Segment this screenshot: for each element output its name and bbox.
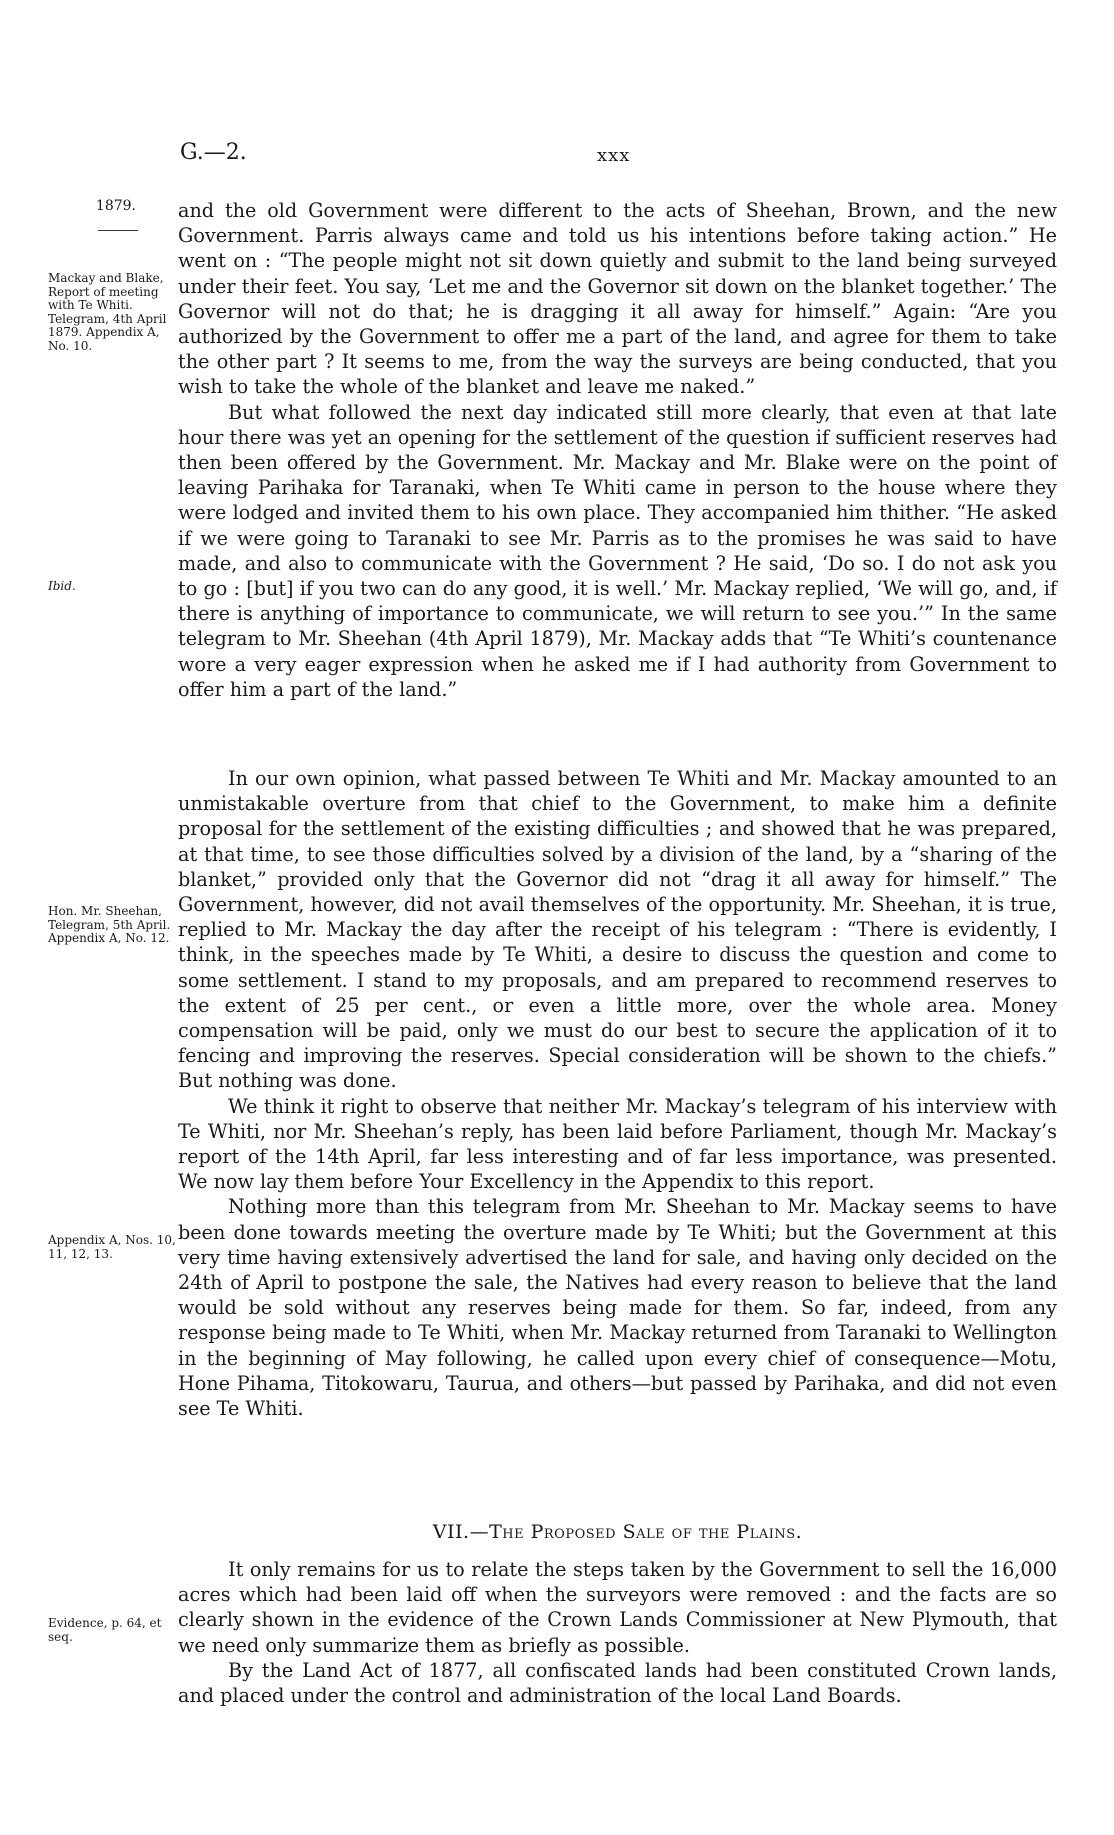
body-section-3 <box>178 1557 1057 1708</box>
body-section-2 <box>178 766 1057 1421</box>
margin-note-sheehan: Hon. Mr. Sheehan, Telegram, 5th April. Appendix A, No. 12. <box>48 904 171 945</box>
document-reference: G.—2. <box>180 140 247 165</box>
paragraph: But what followed the next day indicated still more clearly, that even at that late hour there was yet an opening for the settlement of the question if sufficient reserves had then been offered by the Government. Mr. Mackay and Mr. Blake were on the point of leaving Parihaka for Taranaki, when Te Whiti came in person to the house where they were lodged and invited them to his own place. They accompanied him thither. “He asked if we were going to Taranaki to see Mr. Parris as to the promises he was said to have made, and also to communicate with the Government ? He said, ‘Do so. I do not ask you to go : [but] if you two can do any good, it is well.’ Mr. Mackay replied, ‘We will go, and, if there is anything of importance to communicate, we will return to see you.’” In the same telegram to Mr. Sheehan (4th April 1879), Mr. Mackay adds that “Te Whiti’s countenance wore a very eager expression when he asked me if I had authority from Government to offer him a part of the land.” <box>178 400 1057 701</box>
paragraph: In our own opinion, what passed between Te Whiti and Mr. Mackay amounted to an unmistakable overture from that chief to the Government, to make him a definite proposal for the settlement of the existing difficulties ; and showed that he was prepared, at that time, to see those difficulties solved by a division of the land, by a “sharing of the blanket,” provided only that the Governor did not “drag it all away for himself.” The Government, however, did not avail themselves of the opportunity. Mr. Sheehan, it is true, replied to Mr. Mackay the day after the receipt of his telegram : “There is evidently, I think, in the speeches made by Te Whiti, a desire to discuss the question and come to some settlement. I stand to my proposals, and am prepared to recommend reserves to the extent of 25 per cent., or even a little more, over the whole area. Money compensation will be paid, only we must do our best to secure the application of it to fencing and improving the reserves. Special consideration will be shown to the chiefs.” But nothing was done. <box>178 767 1057 1093</box>
paragraph: and the old Government were different to the acts of Sheehan, Brown, and the new Government. Parris always came and told us his intentions before taking action.” He went on : “The people might not sit down quietly and submit to the land being surveyed under their feet. You say, ‘Let me and the Governor sit down on the blanket together.’ The Governor will not do that; he is dragging it all away for himself.” Again: “Are you authorized by the Government to offer me a part of the land, and agree for them to take the other part ? It seems to me, from the way the surveys are being conducted, that you wish to take the whole of the blanket and leave me naked.” <box>178 199 1057 399</box>
body-section-1 <box>178 198 1057 702</box>
paragraph: By the Land Act of 1877, all confiscated lands had been constituted Crown lands, and placed under the control and administration of the local Land Boards. <box>178 1658 1057 1708</box>
margin-year: 1879. <box>95 198 136 214</box>
margin-note-appendix: Appendix A, Nos. 10, 11, 12, 13. <box>48 1233 176 1261</box>
margin-note-mackay-blake: Mackay and Blake, Report of meeting with Te Whiti. Telegram, 4th April 1879. Appendix A, No. 10. <box>48 271 167 353</box>
paragraph: It only remains for us to relate the steps taken by the Government to sell the 16,000 acres which had been laid off when the surveyors were removed : and the facts are so clearly shown in the evidence of the Crown Lands Commissioner at New Plymouth, that we need only summarize them as briefly as possible. <box>178 1558 1057 1657</box>
margin-note-ibid: Ibid. <box>48 579 76 593</box>
margin-note-evidence: Evidence, p. 64, et seq. <box>48 1616 162 1644</box>
paragraph: Nothing more than this telegram from Mr. Sheehan to Mr. Mackay seems to have been done towards meeting the overture made by Te Whiti; but the Government at this very time having extensively advertised the land for sale, and having only decided on the 24th of April to postpone the sale, the Natives had every reason to believe that the land would be sold without any reserves being made for them. So far, indeed, from any response being made to Te Whiti, when Mr. Mackay returned from Taranaki to Wellington in the beginning of May following, he called upon every chief of consequence—Motu, Hone Pihama, Titokowaru, Taurua, and others—but passed by Parihaka, and did not even see Te Whiti. <box>178 1195 1057 1421</box>
year-rule <box>98 230 138 231</box>
paragraph: We think it right to observe that neither Mr. Mackay’s telegram of his interview with Te Whiti, nor Mr. Sheehan’s reply, has been laid before Parliament, though Mr. Mackay’s report of the 14th April, far less interesting and of far less importance, was presented. We now lay them before Your Excellency in the Appendix to this report. <box>178 1094 1057 1194</box>
section-heading: VII.—The Proposed Sale of the Plains. <box>432 1521 803 1543</box>
page-number: xxx <box>597 145 631 166</box>
